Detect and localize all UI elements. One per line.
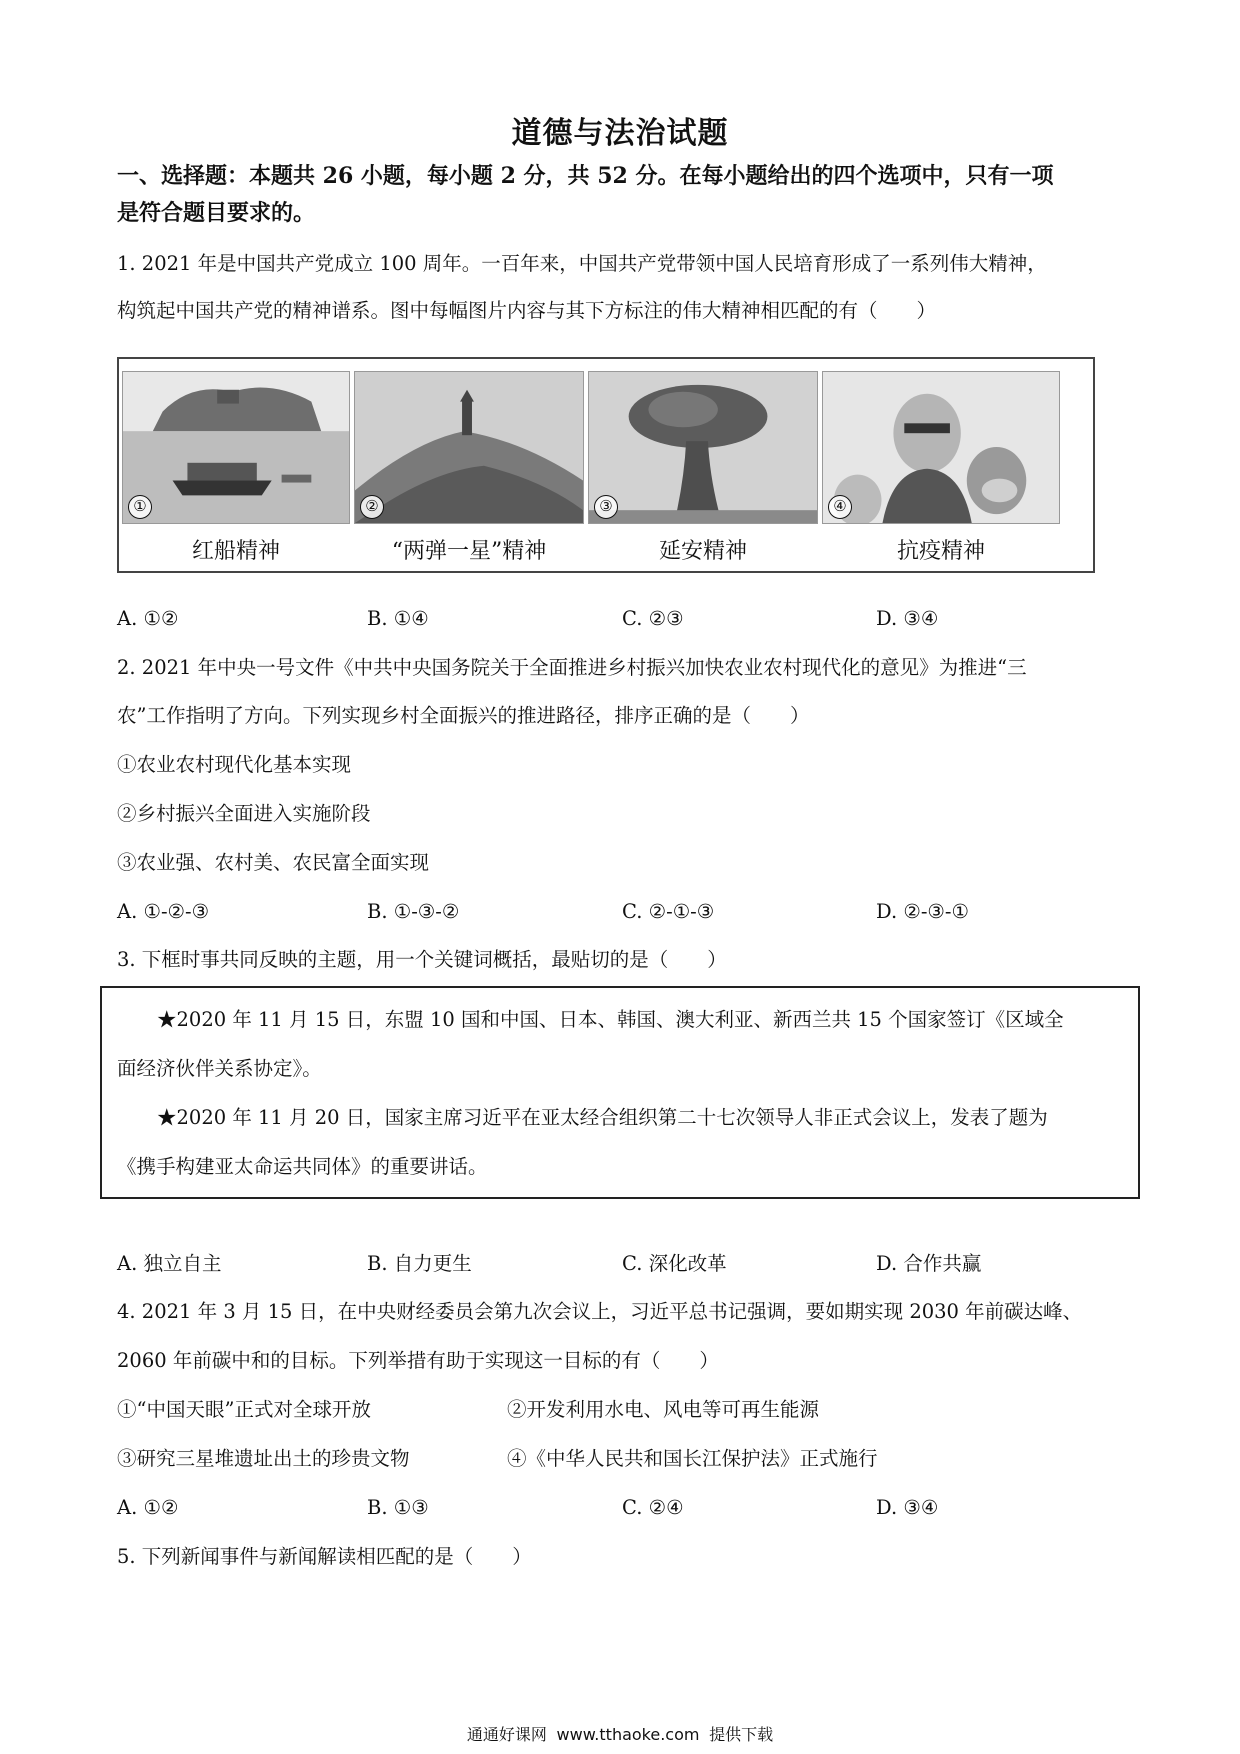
q1-option-c: C. ②③ <box>622 607 684 630</box>
picture-number: ③ <box>594 495 618 519</box>
picture-number: ① <box>128 495 152 519</box>
q4-option-c: C. ②④ <box>622 1496 684 1519</box>
q3-stem: 3. 下框时事共同反映的主题，用一个关键词概括，最贴切的是（ ） <box>117 948 727 971</box>
q1-option-b: B. ①④ <box>367 607 429 630</box>
q2-item: ③农业强、农村美、农民富全面实现 <box>117 851 430 874</box>
q3-option-a: A. 独立自主 <box>117 1252 222 1275</box>
q4-option-a: A. ①② <box>117 1496 179 1519</box>
picture-caption: “两弹一星”精神 <box>391 539 547 564</box>
q2-option-d: D. ②-③-① <box>876 900 969 923</box>
q3-news-item-line: 面经济伙伴关系协定》。 <box>117 1057 322 1080</box>
q3-news-item-line: 《携手构建亚太命运共同体》的重要讲话。 <box>117 1155 488 1178</box>
footer-suffix: 提供下载 <box>709 1725 774 1744</box>
q2-item: ②乡村振兴全面进入实施阶段 <box>117 802 371 825</box>
picture-caption: 延安精神 <box>658 539 747 564</box>
q2-option-c: C. ②-①-③ <box>622 900 715 923</box>
red-boat-photo <box>122 371 350 524</box>
q2-option-b: B. ①-③-② <box>367 900 460 923</box>
q2-option-a: A. ①-②-③ <box>117 900 210 923</box>
q4-item: ③研究三星堆遗址出土的珍贵文物 <box>117 1447 410 1470</box>
section-heading-line2: 是符合题目要求的。 <box>117 200 316 226</box>
q3-option-b: B. 自力更生 <box>367 1252 472 1275</box>
mushroom-cloud-photo <box>588 371 818 524</box>
q4-item: ①“中国天眼”正式对全球开放 <box>117 1398 371 1421</box>
q4-stem-line1: 4. 2021 年 3 月 15 日，在中央财经委员会第九次会议上，习近平总书记强调，要如期实现 2030 年前碳达峰、 <box>117 1300 1083 1323</box>
q4-stem-line2: 2060 年前碳中和的目标。下列举措有助于实现这一目标的有（ ） <box>117 1349 719 1372</box>
q1-option-a: A. ①② <box>117 607 179 630</box>
footer-site-name: 通通好课网 <box>466 1725 547 1744</box>
q2-item: ①农业农村现代化基本实现 <box>117 753 352 776</box>
q1-option-d: D. ③④ <box>876 607 939 630</box>
footer-url[interactable]: www.tthaoke.com <box>556 1725 700 1744</box>
q5-stem: 5. 下列新闻事件与新闻解读相匹配的是（ ） <box>117 1545 532 1568</box>
section-heading-line1: 一、选择题：本题共 26 小题，每小题 2 分，共 52 分。在每小题给出的四个选项中，只有一项 <box>117 163 1054 189</box>
q3-option-d: D. 合作共赢 <box>876 1252 982 1275</box>
picture-caption: 红船精神 <box>191 539 280 564</box>
picture-caption: 抗疫精神 <box>896 539 985 564</box>
q3-option-c: C. 深化改革 <box>622 1252 727 1275</box>
q4-option-d: D. ③④ <box>876 1496 939 1519</box>
picture-number: ② <box>360 495 384 519</box>
page-footer <box>0 1722 1240 1745</box>
q2-stem-line2: 农”工作指明了方向。下列实现乡村全面振兴的推进路径，排序正确的是（ ） <box>117 704 810 727</box>
q1-stem-line2: 构筑起中国共产党的精神谱系。图中每幅图片内容与其下方标注的伟大精神相匹配的有（ ） <box>117 299 937 322</box>
q2-stem-line1: 2. 2021 年中央一号文件《中共中央国务院关于全面推进乡村振兴加快农业农村现代化的意见》为推进“三 <box>117 656 1027 679</box>
q4-item: ②开发利用水电、风电等可再生能源 <box>507 1398 820 1421</box>
q3-news-item-line: ★2020 年 11 月 15 日，东盟 10 国和中国、日本、韩国、澳大利亚、新西兰共 15 个国家签订《区域全 <box>157 1008 1064 1031</box>
q1-figure <box>117 357 1095 573</box>
page-title: 道德与法治试题 <box>511 116 729 151</box>
q4-item: ④《中华人民共和国长江保护法》正式施行 <box>507 1447 878 1470</box>
q1-stem-line1: 1. 2021 年是中国共产党成立 100 周年。一百年来，中国共产党带领中国人民培育形成了一系列伟大精神， <box>117 252 1047 275</box>
q3-news-item-line: ★2020 年 11 月 20 日，国家主席习近平在亚太经合组织第二十七次领导人非正式会议上，发表了题为 <box>157 1106 1048 1129</box>
picture-number: ④ <box>828 495 852 519</box>
anti-epidemic-photo <box>822 371 1060 524</box>
q4-option-b: B. ①③ <box>367 1496 429 1519</box>
mountain-tower-photo <box>354 371 584 524</box>
